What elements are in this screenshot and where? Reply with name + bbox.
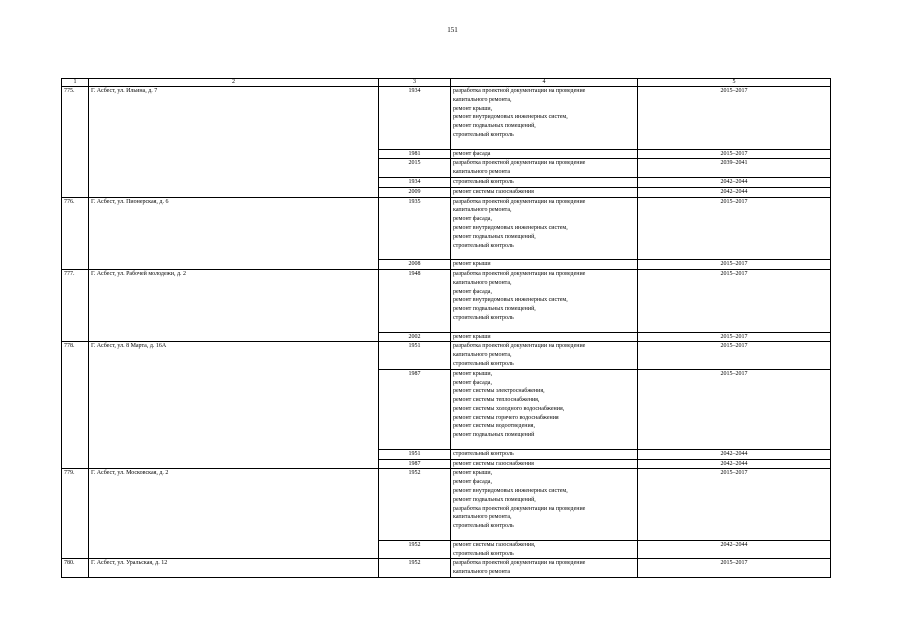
work-types: [451, 260, 638, 270]
entry-address: Г. Асбест, ул. Московская, д. 2: [89, 469, 379, 559]
repair-period: 2039–2041: [638, 159, 831, 178]
work-item: разработка проектной документации на проведение: [453, 343, 586, 350]
work-types: [451, 559, 638, 578]
work-types: [451, 149, 638, 159]
entry-number: 779.: [62, 469, 89, 559]
work-item: капитального ремонта: [453, 169, 511, 176]
construction-year: 1987: [379, 459, 451, 469]
repair-period: 2015–2017: [638, 559, 831, 578]
work-item: ремонт крыши,: [453, 470, 493, 477]
work-types: [451, 269, 638, 332]
page-number: 151: [447, 26, 458, 34]
table-row: [62, 469, 831, 540]
work-item: капитального ремонта,: [453, 279, 512, 286]
work-types: [451, 197, 638, 260]
column-header-2: 2: [89, 79, 379, 87]
work-item: ремонт крыши: [453, 333, 491, 340]
repair-period: 2042–2044: [638, 459, 831, 469]
construction-year: 2002: [379, 332, 451, 342]
column-header-3: 3: [379, 79, 451, 87]
work-item: разработка проектной документации на проведение: [453, 505, 586, 512]
work-types: [451, 87, 638, 150]
table-row: [62, 87, 831, 150]
blank-line: [453, 531, 635, 540]
construction-year: 1935: [379, 197, 451, 260]
work-types: [451, 540, 638, 559]
work-item: ремонт подвальных помещений,: [453, 123, 536, 130]
table-row: [62, 342, 831, 369]
work-item: ремонт системы теплоснабжения,: [453, 397, 540, 404]
repair-schedule-table: [61, 78, 831, 578]
work-item: ремонт фасада,: [453, 288, 492, 295]
table-row: [62, 197, 831, 260]
work-item: строительный контроль: [453, 131, 514, 138]
repair-period: 2015–2017: [638, 87, 831, 150]
work-item: строительный контроль: [453, 242, 514, 249]
work-item: ремонт системы газоснабжения: [453, 188, 534, 195]
column-header-1: 1: [62, 79, 89, 87]
work-item: строительный контроль: [453, 360, 514, 367]
work-types: [451, 332, 638, 342]
work-item: ремонт системы водоотведения,: [453, 423, 535, 430]
work-item: строительный контроль: [453, 550, 514, 557]
repair-period: 2042–2044: [638, 187, 831, 197]
construction-year: 1934: [379, 177, 451, 187]
work-types: [451, 159, 638, 178]
work-item: ремонт крыши,: [453, 370, 493, 377]
work-item: строительный контроль: [453, 178, 514, 185]
repair-period: 2015–2017: [638, 332, 831, 342]
work-item: капитального ремонта,: [453, 352, 512, 359]
repair-period: 2015–2017: [638, 469, 831, 540]
work-item: ремонт фасада: [453, 150, 491, 157]
work-types: [451, 469, 638, 540]
work-item: ремонт системы электроснабжения,: [453, 388, 545, 395]
work-item: ремонт крыши: [453, 261, 491, 268]
work-item: строительный контроль: [453, 523, 514, 530]
work-item: строительный контроль: [453, 450, 514, 457]
entry-address: Г. Асбест, ул. Уральская, д. 12: [89, 559, 379, 578]
entry-address: Г. Асбест, ул. 8 Марта, д. 16А: [89, 342, 379, 469]
repair-period: 2015–2017: [638, 197, 831, 260]
construction-year: 2008: [379, 260, 451, 270]
work-item: ремонт подвальных помещений: [453, 432, 535, 439]
column-header-4: 4: [451, 79, 638, 87]
work-item: ремонт подвальных помещений,: [453, 233, 536, 240]
construction-year: 1951: [379, 342, 451, 369]
repair-period: 2042–2044: [638, 540, 831, 559]
work-item: ремонт подвальных помещений,: [453, 496, 536, 503]
entry-address: Г. Асбест, ул. Пионерская, д. 6: [89, 197, 379, 269]
repair-period: 2015–2017: [638, 149, 831, 159]
entry-address: Г. Асбест, ул. Рабочей молодежи, д. 2: [89, 269, 379, 341]
construction-year: 2009: [379, 187, 451, 197]
work-types: [451, 369, 638, 449]
repair-period: 2015–2017: [638, 342, 831, 369]
work-item: ремонт внутридомовых инженерных систем,: [453, 488, 568, 495]
repair-period: 2015–2017: [638, 260, 831, 270]
work-item: капитального ремонта,: [453, 514, 512, 521]
work-item: ремонт системы холодного водоснабжения,: [453, 405, 565, 412]
construction-year: 1948: [379, 269, 451, 332]
work-item: капитального ремонта: [453, 569, 511, 576]
entry-number: 775.: [62, 87, 89, 198]
table-row: [62, 269, 831, 332]
blank-line: [453, 140, 635, 149]
table-row: [62, 559, 831, 578]
repair-period: 2015–2017: [638, 269, 831, 332]
repair-period: 2042–2044: [638, 177, 831, 187]
work-item: разработка проектной документации на проведение: [453, 88, 586, 94]
work-item: ремонт системы горячего водоснабжения: [453, 414, 559, 421]
work-item: ремонт системы газоснабжения: [453, 460, 534, 467]
work-item: ремонт внутридомовых инженерных систем,: [453, 224, 568, 231]
construction-year: 1952: [379, 540, 451, 559]
work-item: ремонт фасада,: [453, 379, 492, 386]
blank-line: [453, 323, 635, 332]
entry-number: 776.: [62, 197, 89, 269]
construction-year: 1981: [379, 149, 451, 159]
construction-year: 1934: [379, 87, 451, 150]
entry-number: 778.: [62, 342, 89, 469]
construction-year: 2015: [379, 159, 451, 178]
work-item: ремонт подвальных помещений,: [453, 306, 536, 313]
construction-year: 1952: [379, 469, 451, 540]
table-body: [62, 79, 831, 578]
work-item: капитального ремонта,: [453, 96, 512, 103]
column-header-5: 5: [638, 79, 831, 87]
work-item: разработка проектной документации на проведение: [453, 270, 586, 277]
work-types: [451, 449, 638, 459]
blank-line: [453, 250, 635, 259]
repair-period: 2042–2044: [638, 449, 831, 459]
work-item: строительный контроль: [453, 314, 514, 321]
work-item: капитального ремонта,: [453, 207, 512, 214]
blank-line: [453, 440, 635, 449]
work-item: разработка проектной документации на проведение: [453, 160, 586, 167]
entry-address: Г. Асбест, ул. Ильина, д. 7: [89, 87, 379, 198]
repair-period: 2015–2017: [638, 369, 831, 449]
work-item: ремонт внутридомовых инженерных систем,: [453, 114, 568, 121]
work-types: [451, 342, 638, 369]
work-item: разработка проектной документации на проведение: [453, 560, 586, 567]
work-item: ремонт крыши,: [453, 105, 493, 112]
work-item: ремонт фасада,: [453, 479, 492, 486]
work-item: ремонт внутридомовых инженерных систем,: [453, 297, 568, 304]
entry-number: 780.: [62, 559, 89, 578]
work-types: [451, 177, 638, 187]
work-item: ремонт системы газоснабжения,: [453, 541, 536, 548]
work-types: [451, 187, 638, 197]
construction-year: 1951: [379, 449, 451, 459]
construction-year: 1987: [379, 369, 451, 449]
work-item: ремонт фасада,: [453, 216, 492, 223]
table-header-row: [62, 79, 831, 87]
work-item: разработка проектной документации на проведение: [453, 198, 586, 205]
work-types: [451, 459, 638, 469]
entry-number: 777.: [62, 269, 89, 341]
construction-year: 1952: [379, 559, 451, 578]
